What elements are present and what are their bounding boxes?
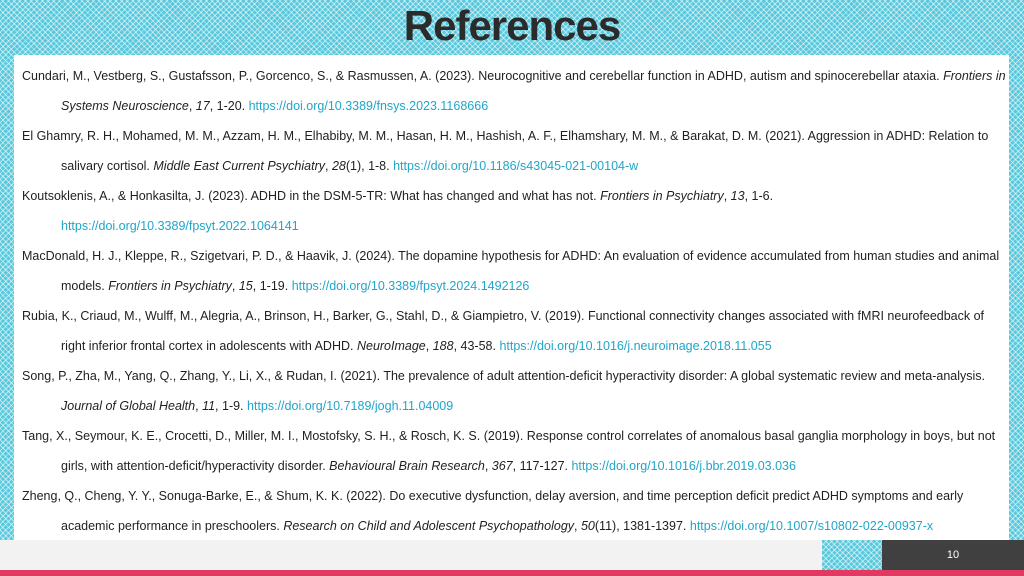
reference-pages: (11), 1381-1397. <box>594 519 690 533</box>
reference-journal: Frontiers in Systems Neuroscience <box>61 69 1006 113</box>
reference-separator: , <box>723 189 731 203</box>
reference-pages: , 1-19. <box>252 279 292 293</box>
reference-journal: Behavioural Brain Research <box>329 459 485 473</box>
reference-doi-link[interactable]: https://doi.org/10.1016/j.bbr.2019.03.036 <box>571 459 796 473</box>
reference-entry <box>22 361 1007 421</box>
reference-separator: , <box>574 519 581 533</box>
reference-journal: Journal of Global Health <box>61 399 196 413</box>
reference-doi-link[interactable]: https://doi.org/10.7189/jogh.11.04009 <box>247 399 454 413</box>
page-number: 10 <box>882 540 1024 570</box>
accent-bar <box>0 570 1024 576</box>
reference-journal: Research on Child and Adolescent Psychopathology <box>283 519 575 533</box>
reference-list <box>22 61 1007 541</box>
reference-pages: , 1-20. <box>209 99 249 113</box>
reference-entry <box>22 481 1007 541</box>
reference-volume: 17 <box>195 99 210 113</box>
reference-journal: Frontiers in Psychiatry <box>108 279 232 293</box>
reference-entry <box>22 61 1007 121</box>
reference-pages: , 117-127. <box>512 459 572 473</box>
reference-entry <box>22 241 1007 301</box>
reference-volume: 188 <box>432 339 454 353</box>
reference-journal: Middle East Current Psychiatry <box>153 159 325 173</box>
reference-doi-link[interactable]: https://doi.org/10.3389/fnsys.2023.1168666 <box>248 99 489 113</box>
reference-volume: 28 <box>331 159 346 173</box>
reference-text: Tang, X., Seymour, K. E., Crocetti, D., Miller, M. I., Mostofsky, S. H., & Rosch, K. S. (2019). Response control correlates of anomalous basal ganglia morphology in boys, but not girls, with attention-deficit/hyperactivity disorder. <box>22 429 996 473</box>
reference-text: El Ghamry, R. H., Mohamed, M. M., Azzam, H. M., Elhabiby, M. M., Hasan, H. M., Hashish, A. F., Elhamshary, M. M., & Barakat, D. M. (2021). Aggression in ADHD: Relation to salivary cortisol. <box>22 129 989 173</box>
reference-text: Cundari, M., Vestberg, S., Gustafsson, P., Gorcenco, S., & Rasmussen, A. (2023). Neurocognitive and cerebellar function in ADHD, autism and spinocerebellar ataxia. <box>22 69 944 83</box>
reference-pages: , 43-58. <box>453 339 500 353</box>
reference-volume: 15 <box>238 279 253 293</box>
reference-pages: , 1-9. <box>215 399 248 413</box>
reference-separator: , <box>324 159 332 173</box>
reference-entry <box>22 181 1007 241</box>
reference-text: Zheng, Q., Cheng, Y. Y., Sonuga-Barke, E., & Shum, K. K. (2022). Do executive dysfunction, delay aversion, and time perception deficit predict ADHD symptoms and early academic performance in preschoolers. <box>22 489 964 533</box>
reference-doi-link[interactable]: https://doi.org/10.3389/fpsyt.2024.1492126 <box>291 279 530 293</box>
reference-journal: Frontiers in Psychiatry <box>600 189 724 203</box>
reference-volume: 11 <box>202 399 216 413</box>
reference-separator: , <box>484 459 492 473</box>
reference-text: MacDonald, H. J., Kleppe, R., Szigetvari, P. D., & Haavik, J. (2024). The dopamine hypothesis for ADHD: An evaluation of evidence accumulated from human studies and animal models. <box>22 249 1000 293</box>
reference-doi-link[interactable]: https://doi.org/10.1016/j.neuroimage.2018.11.055 <box>499 339 772 353</box>
reference-separator: , <box>188 99 196 113</box>
reference-separator: , <box>425 339 433 353</box>
reference-separator: , <box>195 399 203 413</box>
reference-entry <box>22 121 1007 181</box>
reference-entry <box>22 301 1007 361</box>
reference-doi-link[interactable]: https://doi.org/10.1007/s10802-022-00937-x <box>689 519 934 533</box>
reference-doi-link[interactable]: https://doi.org/10.3389/fpsyt.2022.1064141 <box>61 219 299 233</box>
reference-doi-link[interactable]: https://doi.org/10.1186/s43045-021-00104-w <box>393 159 639 173</box>
reference-journal: NeuroImage <box>356 339 426 353</box>
reference-pages: (1), 1-8. <box>345 159 394 173</box>
reference-text: Rubia, K., Criaud, M., Wulff, M., Alegria, A., Brinson, H., Barker, G., Stahl, D., & Giampietro, V. (2019). Functional connectivity changes associated with fMRI neurofeedback of right inferior frontal cortex in adolescents with ADHD. <box>22 309 985 353</box>
reference-volume: 50 <box>580 519 595 533</box>
reference-volume: 367 <box>491 459 513 473</box>
reference-volume: 13 <box>730 189 745 203</box>
reference-entry <box>22 421 1007 481</box>
page-title: References <box>403 2 621 49</box>
footer-bar <box>0 540 822 570</box>
reference-text: Koutsoklenis, A., & Honkasilta, J. (2023). ADHD in the DSM-5-TR: What has changed and what has not. <box>22 189 601 203</box>
reference-separator: , <box>231 279 239 293</box>
references-panel <box>14 55 1009 540</box>
reference-text: Song, P., Zha, M., Yang, Q., Zhang, Y., Li, X., & Rudan, I. (2021). The prevalence of adult attention-deficit hyperactivity disorder: A global systematic review and meta-analysis. <box>22 369 986 383</box>
reference-pages: , 1-6. <box>744 189 774 203</box>
